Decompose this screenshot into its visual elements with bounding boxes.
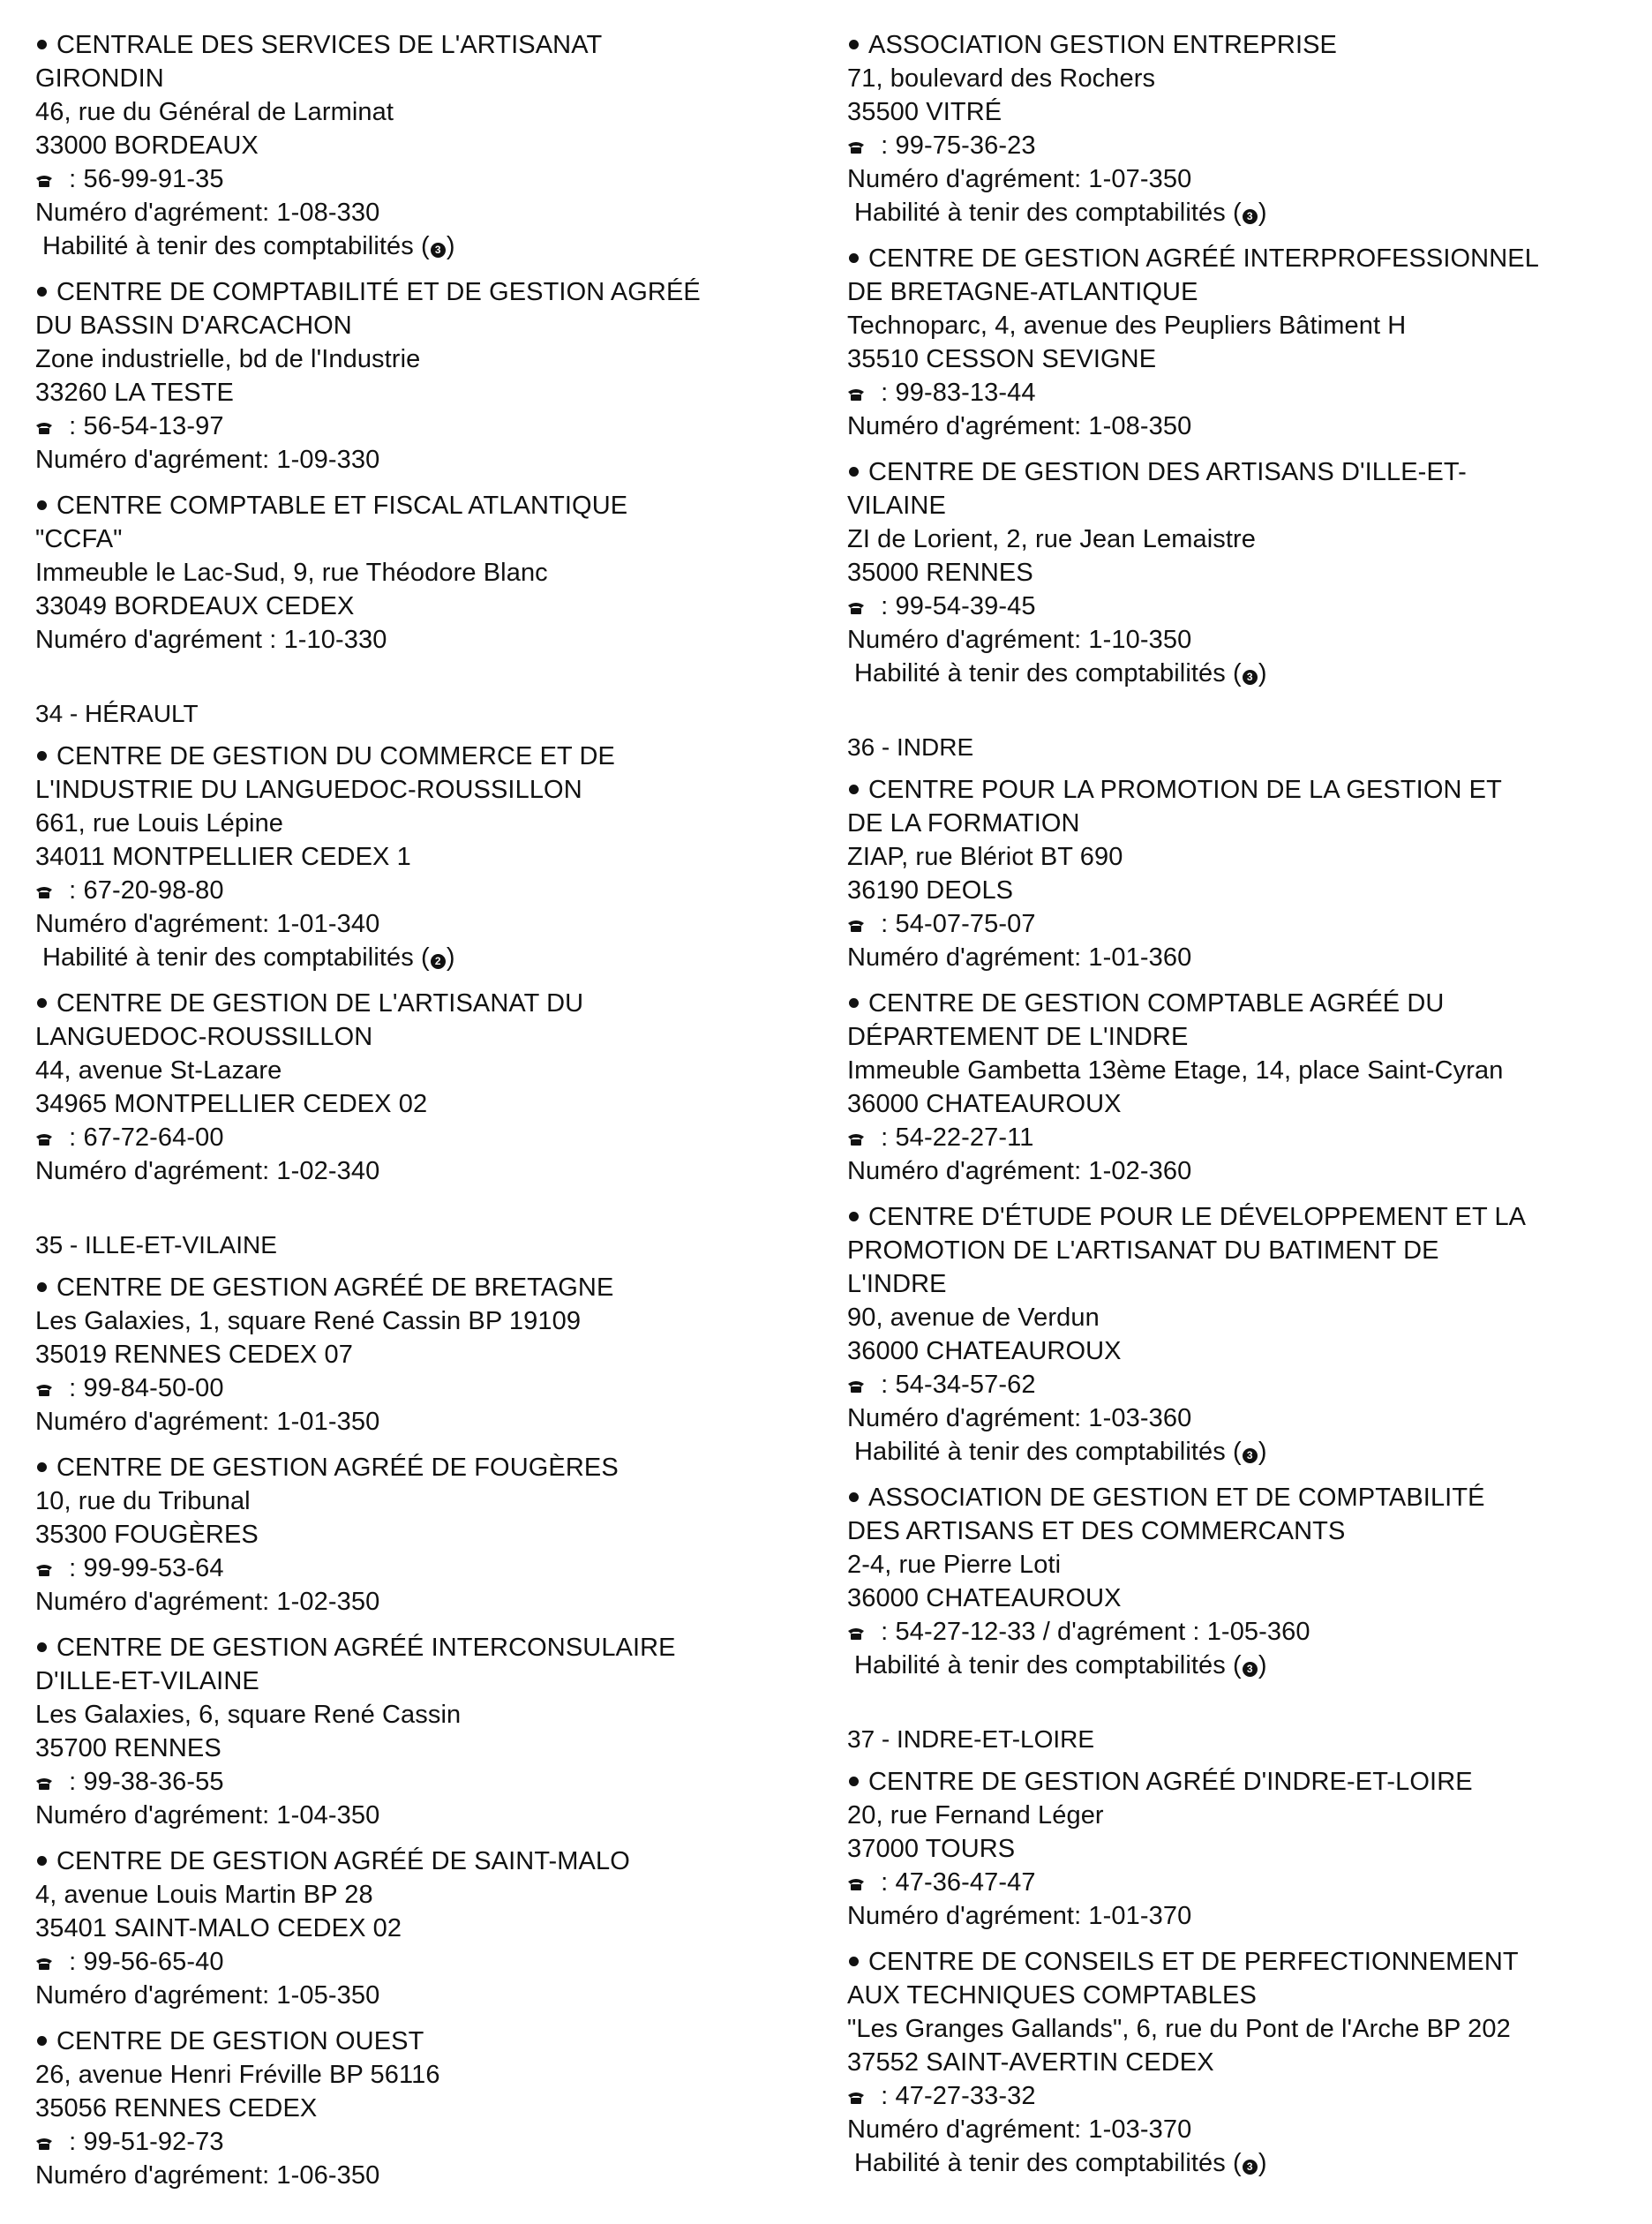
entry-name: CENTRE DE GESTION AGRÉÉ D'INDRE-ET-LOIRE xyxy=(847,1765,1624,1799)
bullet-icon xyxy=(37,1282,47,1292)
bullet-icon xyxy=(37,1642,47,1652)
entry-name-cont: "CCFA" xyxy=(35,525,123,553)
entry-name: CENTRE DE COMPTABILITÉ ET DE GESTION AGRÉÉ xyxy=(35,275,812,309)
telephone-icon xyxy=(847,140,865,154)
directory-entry xyxy=(847,987,1624,1188)
entry-phone: : 54-22-27-11 xyxy=(847,1121,1624,1154)
entry-name: CENTRE DE GESTION AGRÉÉ INTERPROFESSIONNEL xyxy=(847,242,1624,275)
entry-agrement: Numéro d'agrément: 1-01-370 xyxy=(847,1902,1192,1930)
bullet-icon xyxy=(849,1212,859,1221)
entry-habilite: Habilité à tenir des comptabilités ( 3 ) xyxy=(854,1651,1267,1679)
entry-name-cont: D'ILLE-ET-VILAINE xyxy=(35,1667,259,1695)
telephone-icon xyxy=(847,1627,865,1641)
entry-address: 90, avenue de Verdun xyxy=(847,1304,1100,1332)
section-title: 35 - ILLE-ET-VILAINE xyxy=(35,1231,277,1259)
entry-phone: : 67-20-98-80 xyxy=(35,874,812,907)
entry-name-cont: L'INDUSTRIE DU LANGUEDOC-ROUSSILLON xyxy=(35,776,582,804)
bullet-icon xyxy=(849,785,859,794)
bullet-icon xyxy=(37,998,47,1008)
entry-city: 34965 MONTPELLIER CEDEX 02 xyxy=(35,1090,428,1118)
section-title: 36 - INDRE xyxy=(847,733,974,761)
entry-address: 44, avenue St-Lazare xyxy=(35,1056,282,1085)
telephone-icon xyxy=(35,1383,53,1397)
entry-city: 35500 VITRÉ xyxy=(847,98,1002,126)
directory-entry xyxy=(847,242,1624,443)
bullet-icon xyxy=(37,2036,47,2046)
directory-entry xyxy=(847,1765,1624,1933)
right-column xyxy=(847,28,1624,2192)
section-title: 34 - HÉRAULT xyxy=(35,700,199,727)
habilite-badge: 3 xyxy=(1243,1448,1258,1463)
entry-agrement: Numéro d'agrément : 1-10-330 xyxy=(35,626,387,654)
telephone-icon xyxy=(847,1132,865,1146)
bullet-icon xyxy=(37,287,47,297)
entry-city: 33260 LA TESTE xyxy=(35,379,234,407)
entry-agrement: Numéro d'agrément: 1-02-360 xyxy=(847,1157,1192,1185)
entry-city: 33049 BORDEAUX CEDEX xyxy=(35,592,355,620)
entry-name-cont: VILAINE xyxy=(847,492,946,520)
entry-name: CENTRE DE GESTION COMPTABLE AGRÉÉ DU xyxy=(847,987,1624,1020)
directory-entry xyxy=(35,1271,812,1439)
habilite-badge: 2 xyxy=(431,954,446,969)
entry-name: CENTRE DE GESTION OUEST xyxy=(35,2025,812,2058)
telephone-icon xyxy=(35,1563,53,1577)
entry-name-cont: DÉPARTEMENT DE L'INDRE xyxy=(847,1023,1189,1051)
entry-city: 37552 SAINT-AVERTIN CEDEX xyxy=(847,2048,1214,2077)
entry-agrement: Numéro d'agrément: 1-08-330 xyxy=(35,199,380,227)
entry-name: ASSOCIATION DE GESTION ET DE COMPTABILITÉ xyxy=(847,1481,1624,1514)
entry-phone: : 99-84-50-00 xyxy=(35,1371,812,1405)
entry-city: 37000 TOURS xyxy=(847,1835,1016,1863)
directory-entry xyxy=(847,28,1624,229)
bullet-icon xyxy=(849,467,859,477)
entry-agrement: Numéro d'agrément: 1-06-350 xyxy=(35,2161,380,2190)
directory-entry xyxy=(847,455,1624,690)
entry-name: ASSOCIATION GESTION ENTREPRISE xyxy=(847,28,1624,62)
entry-phone: : 99-99-53-64 xyxy=(35,1552,812,1585)
telephone-icon xyxy=(35,1132,53,1146)
entry-address: Technoparc, 4, avenue des Peupliers Bâtiment H xyxy=(847,312,1407,340)
entry-agrement: Numéro d'agrément: 1-01-350 xyxy=(35,1408,380,1436)
telephone-icon xyxy=(35,421,53,435)
telephone-icon xyxy=(847,1379,865,1394)
entry-address: 10, rue du Tribunal xyxy=(35,1487,251,1515)
entry-phone: : 67-72-64-00 xyxy=(35,1121,812,1154)
directory-entry xyxy=(35,28,812,263)
entry-city: 35510 CESSON SEVIGNE xyxy=(847,345,1157,373)
entry-city: 36000 CHATEAUROUX xyxy=(847,1090,1122,1118)
bullet-icon xyxy=(849,1777,859,1786)
entry-phone: : 99-75-36-23 xyxy=(847,129,1624,162)
entry-address: Les Galaxies, 1, square René Cassin BP 19109 xyxy=(35,1307,582,1335)
entry-city: 35700 RENNES xyxy=(35,1734,222,1762)
entry-name: CENTRE DE GESTION DES ARTISANS D'ILLE-ET- xyxy=(847,455,1624,489)
entry-address: 2-4, rue Pierre Loti xyxy=(847,1551,1062,1579)
entry-phone: : 99-51-92-73 xyxy=(35,2125,812,2159)
entry-phone: : 54-34-57-62 xyxy=(847,1368,1624,1401)
entry-agrement: Numéro d'agrément: 1-05-350 xyxy=(35,1981,380,2010)
entry-name: CENTRE DE GESTION DE L'ARTISANAT DU xyxy=(35,987,812,1020)
entry-agrement: Numéro d'agrément: 1-02-350 xyxy=(35,1588,380,1616)
bullet-icon xyxy=(37,751,47,761)
entry-city: 36190 DEOLS xyxy=(847,876,1014,905)
entry-agrement: Numéro d'agrément: 1-08-350 xyxy=(847,412,1192,440)
entry-name-cont: AUX TECHNIQUES COMPTABLES xyxy=(847,1981,1257,2010)
habilite-badge: 3 xyxy=(1243,2160,1258,2175)
directory-entry xyxy=(35,1631,812,1832)
directory-entry xyxy=(35,987,812,1188)
entry-agrement: Numéro d'agrément: 1-04-350 xyxy=(35,1801,380,1830)
entry-address: ZI de Lorient, 2, rue Jean Lemaistre xyxy=(847,525,1257,553)
entry-address: Zone industrielle, bd de l'Industrie xyxy=(35,345,421,373)
entry-phone: : 56-99-91-35 xyxy=(35,162,812,196)
entry-address: 71, boulevard des Rochers xyxy=(847,64,1156,93)
entry-city: 34011 MONTPELLIER CEDEX 1 xyxy=(35,843,411,871)
habilite-badge: 3 xyxy=(431,243,446,258)
entry-name: CENTRE COMPTABLE ET FISCAL ATLANTIQUE xyxy=(35,489,812,522)
bullet-icon xyxy=(849,998,859,1008)
bullet-icon xyxy=(849,1492,859,1502)
telephone-icon xyxy=(847,601,865,615)
directory-entry xyxy=(847,773,1624,974)
habilite-badge: 3 xyxy=(1243,209,1258,224)
entry-habilite: Habilité à tenir des comptabilités ( 2 ) xyxy=(42,943,455,972)
bullet-icon xyxy=(849,253,859,263)
bullet-icon xyxy=(849,40,859,49)
entry-city: 36000 CHATEAUROUX xyxy=(847,1337,1122,1365)
entry-address: 4, avenue Louis Martin BP 28 xyxy=(35,1881,373,1909)
entry-agrement: Numéro d'agrément: 1-03-370 xyxy=(847,2115,1192,2144)
entry-name: CENTRE DE GESTION AGRÉÉ DE FOUGÈRES xyxy=(35,1451,812,1484)
directory-entry xyxy=(35,2025,812,2192)
telephone-icon xyxy=(35,174,53,188)
entry-address: 661, rue Louis Lépine xyxy=(35,809,284,838)
entry-habilite: Habilité à tenir des comptabilités ( 3 ) xyxy=(854,199,1267,227)
bullet-icon xyxy=(37,40,47,49)
entry-name: CENTRE DE CONSEILS ET DE PERFECTIONNEMENT xyxy=(847,1945,1624,1979)
entry-city: 35300 FOUGÈRES xyxy=(35,1521,259,1549)
telephone-icon xyxy=(35,885,53,899)
entry-address: 26, avenue Henri Fréville BP 56116 xyxy=(35,2061,440,2089)
entry-city: 35056 RENNES CEDEX xyxy=(35,2094,318,2123)
section-title: 37 - INDRE-ET-LOIRE xyxy=(847,1725,1095,1753)
entry-phone: : 47-27-33-32 xyxy=(847,2079,1624,2113)
habilite-badge: 3 xyxy=(1243,670,1258,685)
entry-name: CENTRE DE GESTION AGRÉÉ INTERCONSULAIRE xyxy=(35,1631,812,1664)
entry-name-cont: LANGUEDOC-ROUSSILLON xyxy=(35,1023,373,1051)
bullet-icon xyxy=(37,500,47,510)
entry-name-cont: L'INDRE xyxy=(847,1270,947,1298)
entry-name: CENTRE POUR LA PROMOTION DE LA GESTION ET xyxy=(847,773,1624,807)
entry-agrement: Numéro d'agrément: 1-09-330 xyxy=(35,446,380,474)
entry-address: Les Galaxies, 6, square René Cassin xyxy=(35,1701,462,1729)
entry-address: "Les Granges Gallands", 6, rue du Pont de l'Arche BP 202 xyxy=(847,2015,1511,2043)
entry-city: 35019 RENNES CEDEX 07 xyxy=(35,1341,353,1369)
entry-name-cont: PROMOTION DE L'ARTISANAT DU BATIMENT DE xyxy=(847,1236,1439,1265)
entry-name: CENTRE DE GESTION DU COMMERCE ET DE xyxy=(35,740,812,773)
entry-habilite: Habilité à tenir des comptabilités ( 3 ) xyxy=(854,1438,1267,1466)
entry-phone: : 56-54-13-97 xyxy=(35,409,812,443)
entry-agrement: Numéro d'agrément: 1-07-350 xyxy=(847,165,1192,193)
entry-phone: : 99-83-13-44 xyxy=(847,376,1624,409)
left-column xyxy=(35,28,812,2205)
entry-address: Immeuble Gambetta 13ème Etage, 14, place Saint-Cyran xyxy=(847,1056,1504,1085)
entry-city: 33000 BORDEAUX xyxy=(35,131,259,160)
telephone-icon xyxy=(35,1777,53,1791)
entry-city: 35401 SAINT-MALO CEDEX 02 xyxy=(35,1914,402,1942)
entry-agrement: Numéro d'agrément: 1-10-350 xyxy=(847,626,1192,654)
telephone-icon xyxy=(847,387,865,402)
directory-entry xyxy=(847,1200,1624,1469)
entry-name: CENTRE DE GESTION AGRÉÉ DE SAINT-MALO xyxy=(35,1845,812,1878)
directory-entry xyxy=(35,1451,812,1619)
directory-entry xyxy=(847,1481,1624,1682)
entry-agrement: Numéro d'agrément: 1-01-340 xyxy=(35,910,380,938)
entry-name-cont: DES ARTISANS ET DES COMMERCANTS xyxy=(847,1517,1346,1545)
entry-agrement: Numéro d'agrément: 1-02-340 xyxy=(35,1157,380,1185)
entry-name-cont: DU BASSIN D'ARCACHON xyxy=(35,312,352,340)
entry-name-cont: GIRONDIN xyxy=(35,64,164,93)
entry-habilite: Habilité à tenir des comptabilités ( 3 ) xyxy=(854,2149,1267,2177)
directory-entry xyxy=(35,489,812,657)
entry-name-cont: DE LA FORMATION xyxy=(847,809,1080,838)
directory-entry xyxy=(35,1845,812,2012)
bullet-icon xyxy=(37,1856,47,1866)
telephone-icon xyxy=(847,919,865,933)
entry-city: 35000 RENNES xyxy=(847,559,1033,587)
habilite-badge: 3 xyxy=(1243,1662,1258,1677)
entry-phone: : 99-54-39-45 xyxy=(847,590,1624,623)
telephone-icon xyxy=(847,1877,865,1891)
entry-name: CENTRE D'ÉTUDE POUR LE DÉVELOPPEMENT ET LA xyxy=(847,1200,1624,1234)
entry-agrement: Numéro d'agrément: 1-03-360 xyxy=(847,1404,1192,1432)
telephone-icon xyxy=(847,2091,865,2105)
entry-name: CENTRE DE GESTION AGRÉÉ DE BRETAGNE xyxy=(35,1271,812,1304)
entry-address: 20, rue Fernand Léger xyxy=(847,1801,1104,1830)
bullet-icon xyxy=(849,1957,859,1966)
entry-name-cont: DE BRETAGNE-ATLANTIQUE xyxy=(847,278,1198,306)
entry-phone: : 47-36-47-47 xyxy=(847,1866,1624,1899)
bullet-icon xyxy=(37,1462,47,1472)
telephone-icon xyxy=(35,2137,53,2151)
entry-phone: : 54-27-12-33 / d'agrément : 1-05-360 xyxy=(847,1615,1624,1649)
entry-address: Immeuble le Lac-Sud, 9, rue Théodore Blanc xyxy=(35,559,548,587)
directory-entry xyxy=(35,740,812,974)
directory-entry xyxy=(35,275,812,477)
directory-entry xyxy=(847,1945,1624,2180)
entry-city: 36000 CHATEAUROUX xyxy=(847,1584,1122,1612)
entry-phone: : 99-38-36-55 xyxy=(35,1765,812,1799)
entry-address: 46, rue du Général de Larminat xyxy=(35,98,394,126)
entry-habilite: Habilité à tenir des comptabilités ( 3 ) xyxy=(42,232,455,260)
entry-phone: : 99-56-65-40 xyxy=(35,1945,812,1979)
entry-phone: : 54-07-75-07 xyxy=(847,907,1624,941)
entry-habilite: Habilité à tenir des comptabilités ( 3 ) xyxy=(854,659,1267,687)
entry-agrement: Numéro d'agrément: 1-01-360 xyxy=(847,943,1192,972)
entry-name: CENTRALE DES SERVICES DE L'ARTISANAT xyxy=(35,28,812,62)
telephone-icon xyxy=(35,1957,53,1971)
entry-address: ZIAP, rue Blériot BT 690 xyxy=(847,843,1123,871)
